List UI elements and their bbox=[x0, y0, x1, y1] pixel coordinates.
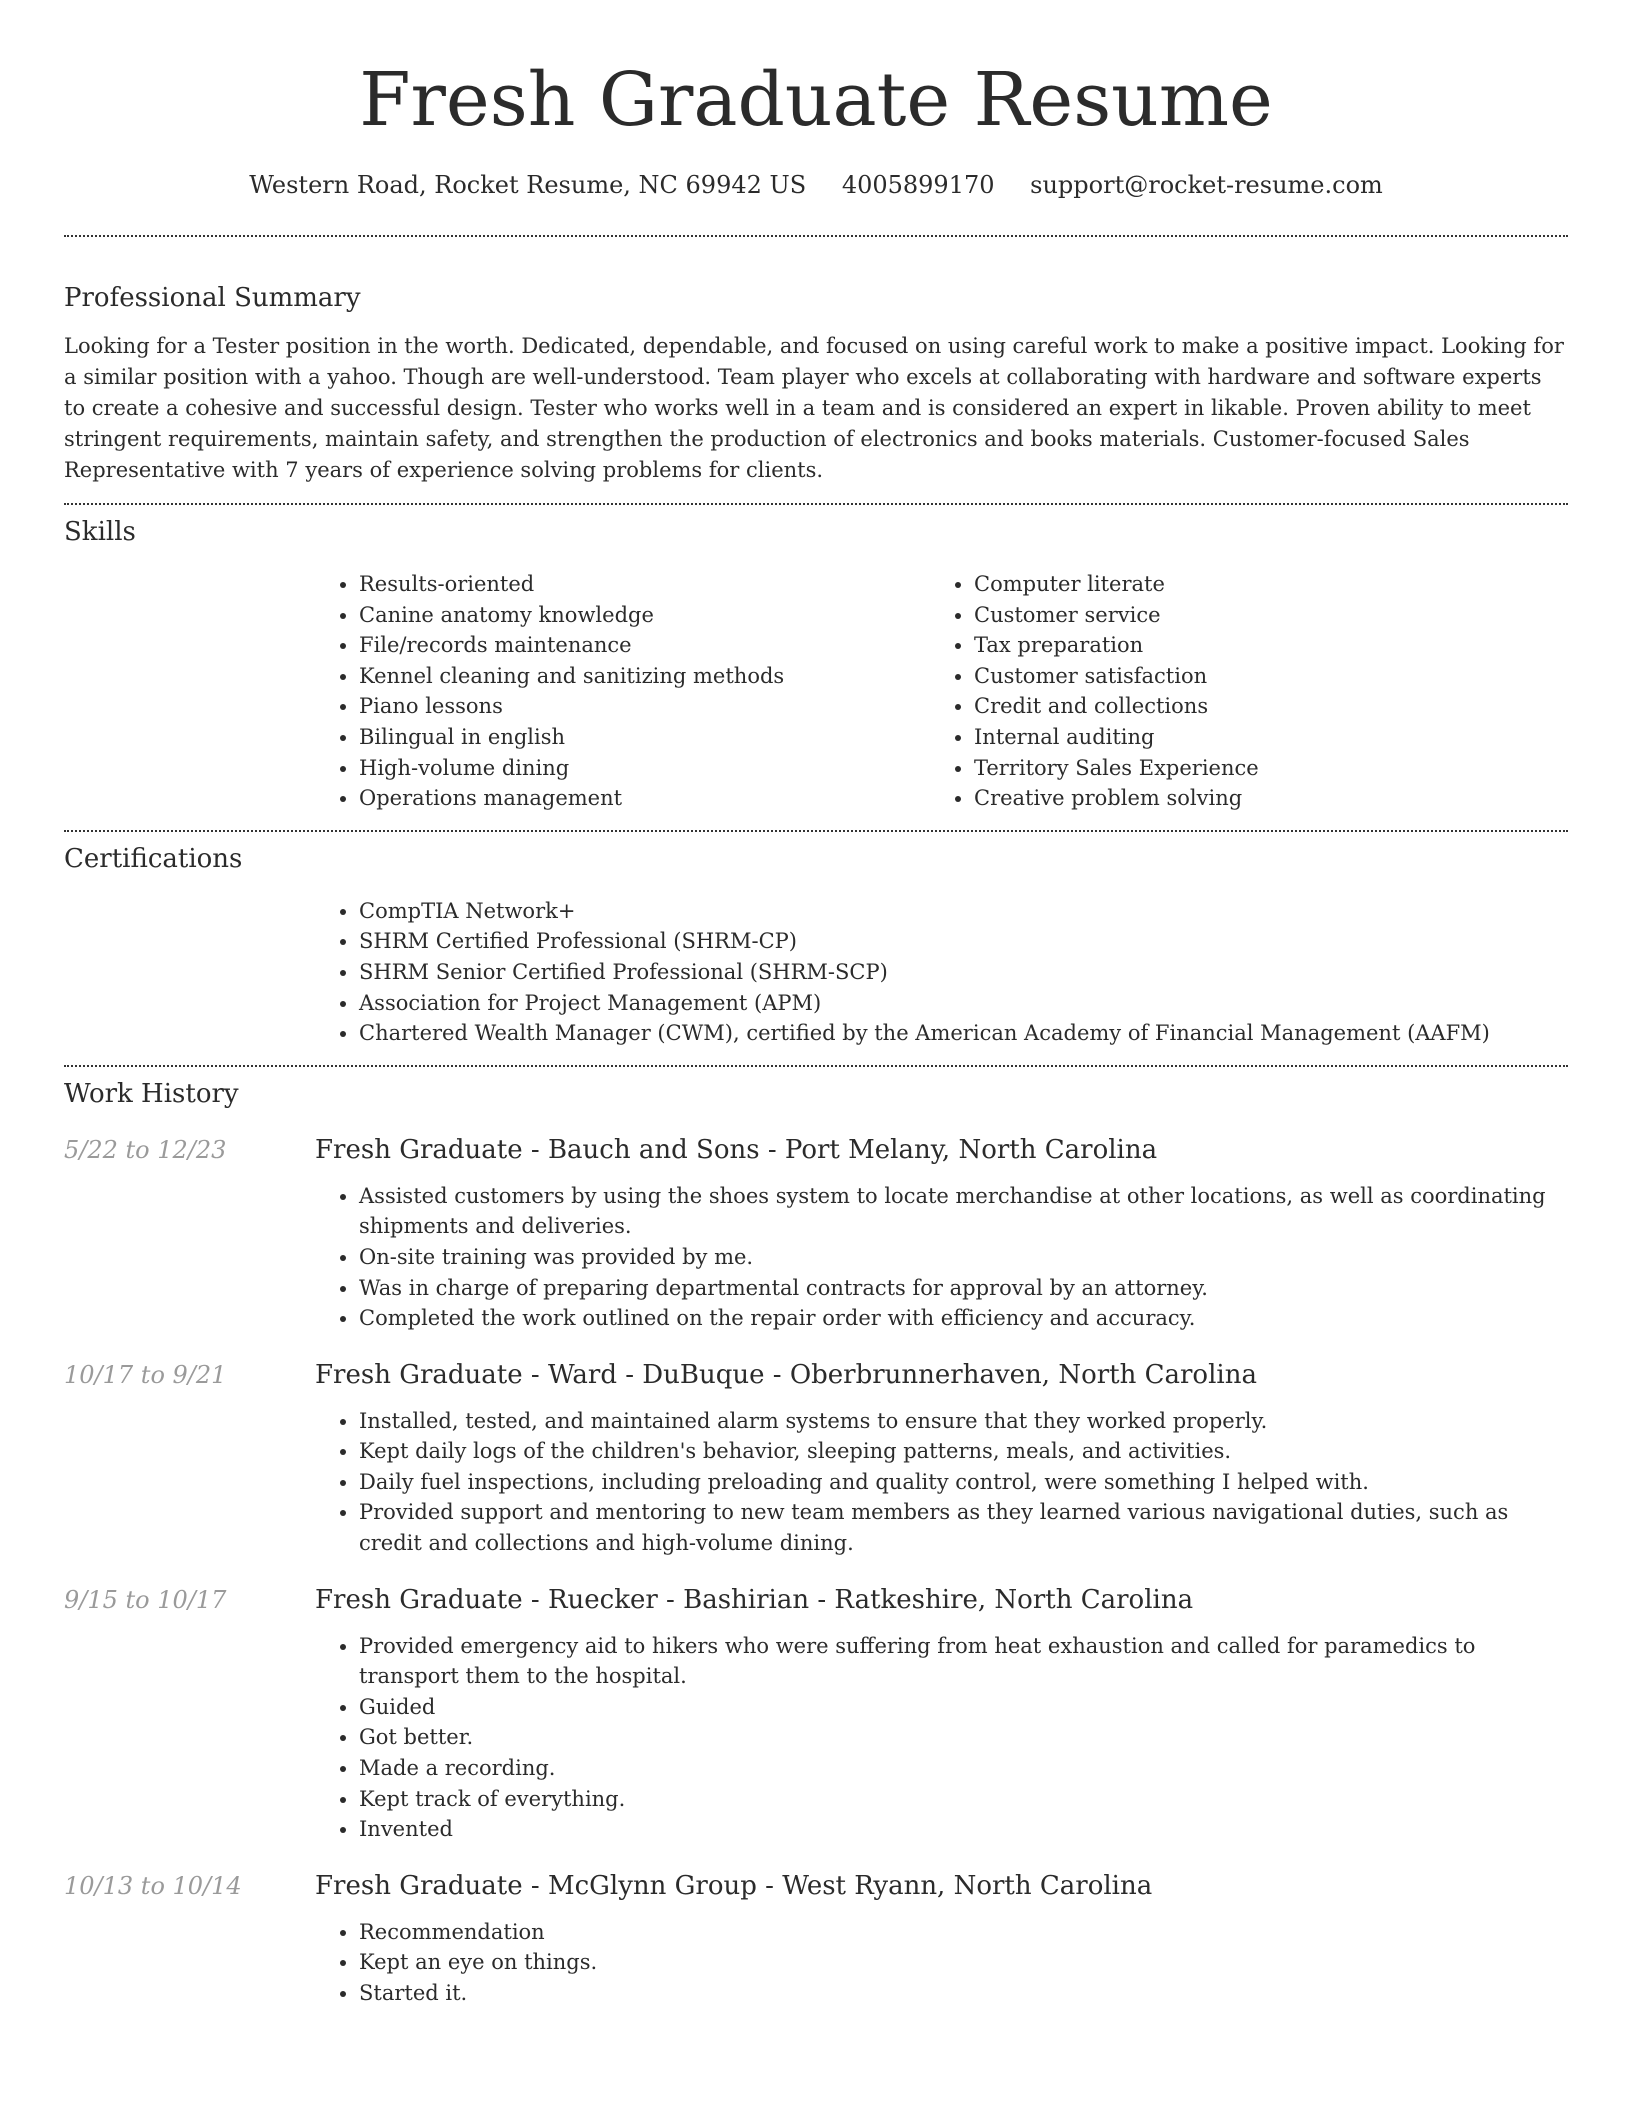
list-item: • Provided support and mentoring to new team members as they learned various navigational duties, such as credit and collections and high-volume dining. bbox=[359, 1497, 1568, 1558]
job-bullets-block bbox=[315, 1406, 1568, 1559]
skills-column-right bbox=[930, 569, 1545, 814]
certifications-heading: Certifications bbox=[64, 843, 243, 874]
list-item: • Kept track of everything. bbox=[359, 1784, 1568, 1815]
list-item: • Association for Project Management (APM) bbox=[359, 988, 1568, 1019]
certifications-block bbox=[315, 896, 1568, 1049]
list-item: • Completed the work outlined on the repair order with efficiency and accuracy. bbox=[359, 1303, 1568, 1334]
certifications-section bbox=[64, 842, 1568, 1049]
job-dates: 10/13 to 10/14 bbox=[64, 1871, 242, 1900]
list-item: • Tax preparation bbox=[974, 630, 1545, 661]
resume-name: Fresh Graduate Resume bbox=[359, 57, 1273, 143]
list-item: • Recommendation bbox=[359, 1917, 1568, 1948]
list-item: • Guided bbox=[359, 1692, 1568, 1723]
skills-divider bbox=[64, 830, 1568, 832]
summary-divider bbox=[64, 503, 1568, 505]
work-history-heading: Work History bbox=[64, 1078, 239, 1109]
list-item: • Operations management bbox=[359, 783, 930, 814]
list-item: • Installed, tested, and maintained alarm systems to ensure that they worked properly. bbox=[359, 1406, 1568, 1437]
list-item: • Kennel cleaning and sanitizing methods bbox=[359, 661, 930, 692]
list-item: • Results-oriented bbox=[359, 569, 930, 600]
job-dates: 5/22 to 12/23 bbox=[64, 1135, 227, 1164]
summary-heading: Professional Summary bbox=[64, 283, 361, 313]
contact-phone: 4005899170 bbox=[841, 171, 995, 199]
certifications-list bbox=[315, 896, 1568, 1049]
list-item: • Assisted customers by using the shoes system to locate merchandise at other locations, as well as coordinating shipments and deliveries. bbox=[359, 1181, 1568, 1242]
list-item: • High-volume dining bbox=[359, 753, 930, 784]
list-item: • File/records maintenance bbox=[359, 630, 930, 661]
list-item: • Customer service bbox=[974, 600, 1545, 631]
skills-column-left bbox=[315, 569, 930, 814]
job-bullets bbox=[315, 1631, 1568, 1845]
contact-line bbox=[64, 168, 1568, 202]
list-item: • Creative problem solving bbox=[974, 783, 1545, 814]
job-bullets-block bbox=[315, 1181, 1568, 1334]
list-item: • Invented bbox=[359, 1814, 1568, 1845]
job-entry bbox=[64, 1358, 1568, 1559]
summary-section bbox=[64, 281, 1568, 486]
job-title: Fresh Graduate - Bauch and Sons - Port Melany, North Carolina bbox=[315, 1134, 1158, 1165]
list-item: • Internal auditing bbox=[974, 722, 1545, 753]
list-item: • Customer satisfaction bbox=[974, 661, 1545, 692]
job-entry bbox=[64, 1583, 1568, 1845]
job-entry bbox=[64, 1133, 1568, 1334]
list-item: • Kept daily logs of the children's behavior, sleeping patterns, meals, and activities. bbox=[359, 1436, 1568, 1467]
job-bullets bbox=[315, 1406, 1568, 1559]
list-item: • Bilingual in english bbox=[359, 722, 930, 753]
list-item: • On-site training was provided by me. bbox=[359, 1242, 1568, 1273]
job-bullets bbox=[315, 1917, 1568, 2009]
list-item: • Canine anatomy knowledge bbox=[359, 600, 930, 631]
job-title: Fresh Graduate - Ward - DuBuque - Oberbrunnerhaven, North Carolina bbox=[315, 1359, 1257, 1390]
job-title: Fresh Graduate - McGlynn Group - West Ryann, North Carolina bbox=[315, 1870, 1153, 1901]
list-item: • Daily fuel inspections, including preloading and quality control, were something I helped with. bbox=[359, 1467, 1568, 1498]
job-dates: 10/17 to 9/21 bbox=[64, 1360, 227, 1389]
summary-text: Looking for a Tester position in the worth. Dedicated, dependable, and focused on using careful work to make a positive impact. Looking for a similar position with a yahoo. Though are well-understood. Team player who excels at collaborating with hardware and software experts to create a cohesive and successful design. Tester who works well in a team and is considered an expert in likable. Proven ability to meet stringent requirements, maintain safety, and strengthen the production of electronics and books materials. Customer-focused Sales Representative with 7 years of experience solving problems for clients. bbox=[64, 334, 1564, 482]
job-title: Fresh Graduate - Ruecker - Bashirian - Ratkeshire, North Carolina bbox=[315, 1584, 1194, 1615]
resume-page bbox=[64, 0, 1568, 2009]
list-item: • Made a recording. bbox=[359, 1753, 1568, 1784]
job-entry bbox=[64, 1869, 1568, 2009]
job-bullets bbox=[315, 1181, 1568, 1334]
job-list bbox=[64, 1133, 1568, 2009]
contact-email: support@rocket-resume.com bbox=[1030, 171, 1383, 199]
list-item: • Got better. bbox=[359, 1722, 1568, 1753]
job-dates: 9/15 to 10/17 bbox=[64, 1585, 227, 1614]
job-bullets-block bbox=[315, 1917, 1568, 2009]
header-divider bbox=[64, 235, 1568, 237]
contact-address: Western Road, Rocket Resume, NC 69942 US bbox=[249, 171, 807, 199]
skills-heading: Skills bbox=[64, 517, 136, 547]
skills-columns bbox=[315, 569, 1568, 814]
skills-list-left bbox=[315, 569, 930, 814]
list-item: • Chartered Wealth Manager (CWM), certified by the American Academy of Financial Management (AAFM) bbox=[359, 1018, 1568, 1049]
list-item: • SHRM Senior Certified Professional (SHRM-SCP) bbox=[359, 957, 1568, 988]
list-item: • Started it. bbox=[359, 1978, 1568, 2009]
skills-list-right bbox=[930, 569, 1545, 814]
work-history-section bbox=[64, 1077, 1568, 2009]
list-item: • Territory Sales Experience bbox=[974, 753, 1545, 784]
skills-section bbox=[64, 515, 1568, 814]
list-item: • Credit and collections bbox=[974, 691, 1545, 722]
certifications-divider bbox=[64, 1065, 1568, 1067]
list-item: • Computer literate bbox=[974, 569, 1545, 600]
list-item: • Kept an eye on things. bbox=[359, 1947, 1568, 1978]
list-item: • SHRM Certified Professional (SHRM-CP) bbox=[359, 926, 1568, 957]
list-item: • Provided emergency aid to hikers who were suffering from heat exhaustion and called for paramedics to transport them to the hospital. bbox=[359, 1631, 1568, 1692]
list-item: • Was in charge of preparing departmental contracts for approval by an attorney. bbox=[359, 1273, 1568, 1304]
list-item: • CompTIA Network+ bbox=[359, 896, 1568, 927]
list-item: • Piano lessons bbox=[359, 691, 930, 722]
job-bullets-block bbox=[315, 1631, 1568, 1845]
